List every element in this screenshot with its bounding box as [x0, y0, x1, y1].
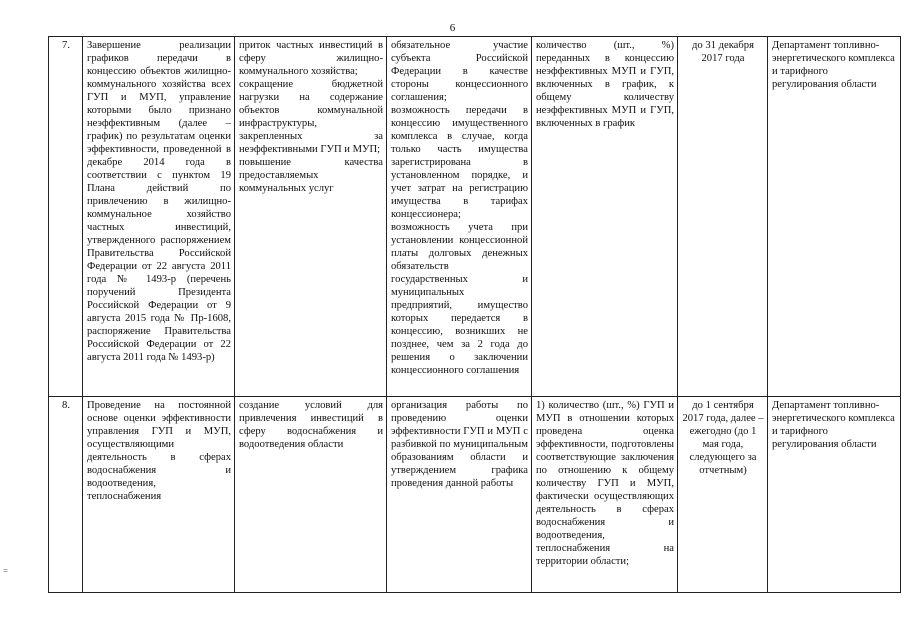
row-number: 8. [49, 397, 83, 593]
indicator-cell: количество (шт., %) переданных в концессию неэффективных МУП и ГУП, включенных в график, к общему количеству неэффективных МУП и ГУП, включенных в график [532, 37, 678, 397]
conditions-cell: обязательное участие субъекта Российской Федерации в качестве стороны концессионного соглашения; возможность передачи в концессию имущественного комплекса в случае, когда только часть имущества зарегистрирована в установленном порядке, и учет затрат на регистрацию имущества в тарифах концессионера; возможность учета при установлении концессионной платы долговых денежных обязательств государственных и муниципальных предприятий, имущество которых передается в концессию, возникших не позднее, чем за 2 года до решения о заключении концессионного соглашения [387, 37, 532, 397]
responsible-cell: Департамент топливно-энергетического комплекса и тарифного регулирования области [768, 37, 901, 397]
deadline-cell: до 1 сентября 2017 года, далее – ежегодно (до 1 мая года, следующего за отчетным) [678, 397, 768, 593]
result-cell: создание условий для привлечения инвестиций в сферу водоснабжения и водоотведения области [235, 397, 387, 593]
indicator-cell: 1) количество (шт., %) ГУП и МУП в отношении которых проведена оценка эффективности, подготовлены соответствующие заключения по отношению к общему количеству ГУП и МУП, фактически осуществляющих деятельность в сферах водоснабжения и водоотведения, теплоснабжения на территории области; [532, 397, 678, 593]
activity-cell: Проведение на постоянной основе оценки эффективности управления ГУП и МУП, осуществляющими деятельность в сферах водоснабжения и водоотведения, теплоснабжения [83, 397, 235, 593]
result-cell: приток частных инвестиций в сферу жилищно-коммунального хозяйства; сокращение бюджетной нагрузки на содержание объектов коммунальной инфраструктуры, закрепленных за неэффективными ГУП и МУП; повышение качества предоставляемых коммунальных услуг [235, 37, 387, 397]
responsible-cell: Департамент топливно-энергетического комплекса и тарифного регулирования области [768, 397, 901, 593]
table-row [49, 37, 901, 397]
conditions-cell: организация работы по проведению оценки эффективности ГУП и МУП с разбивкой по муниципальным образованиям области и утверждением графика проведения данной работы [387, 397, 532, 593]
margin-mark: = [3, 566, 9, 576]
page-number: 6 [449, 22, 456, 34]
plan-table [48, 36, 901, 593]
activity-cell: Завершение реализации графиков передачи в концессию объектов жилищно-коммунального хозяйства всех ГУП и МУП, управление которыми было признано неэффективным (далее – график) по результатам оценки эффективности, проведенной в декабре 2014 года в соответствии с пунктом 19 Плана действий по привлечению в жилищно-коммунальное хозяйство частных инвестиций, утвержденного распоряжением Правительства Российской Федерации от 22 августа 2011 года № 1493-р (перечень поручений Президента Российской Федерации от 9 августа 2015 года № Пр-1608, распоряжение Правительства Российской Федерации от 22 августа 2011 года № 1493-р) [83, 37, 235, 397]
table-row [49, 397, 901, 593]
deadline-cell: до 31 декабря 2017 года [678, 37, 768, 397]
row-number: 7. [49, 37, 83, 397]
